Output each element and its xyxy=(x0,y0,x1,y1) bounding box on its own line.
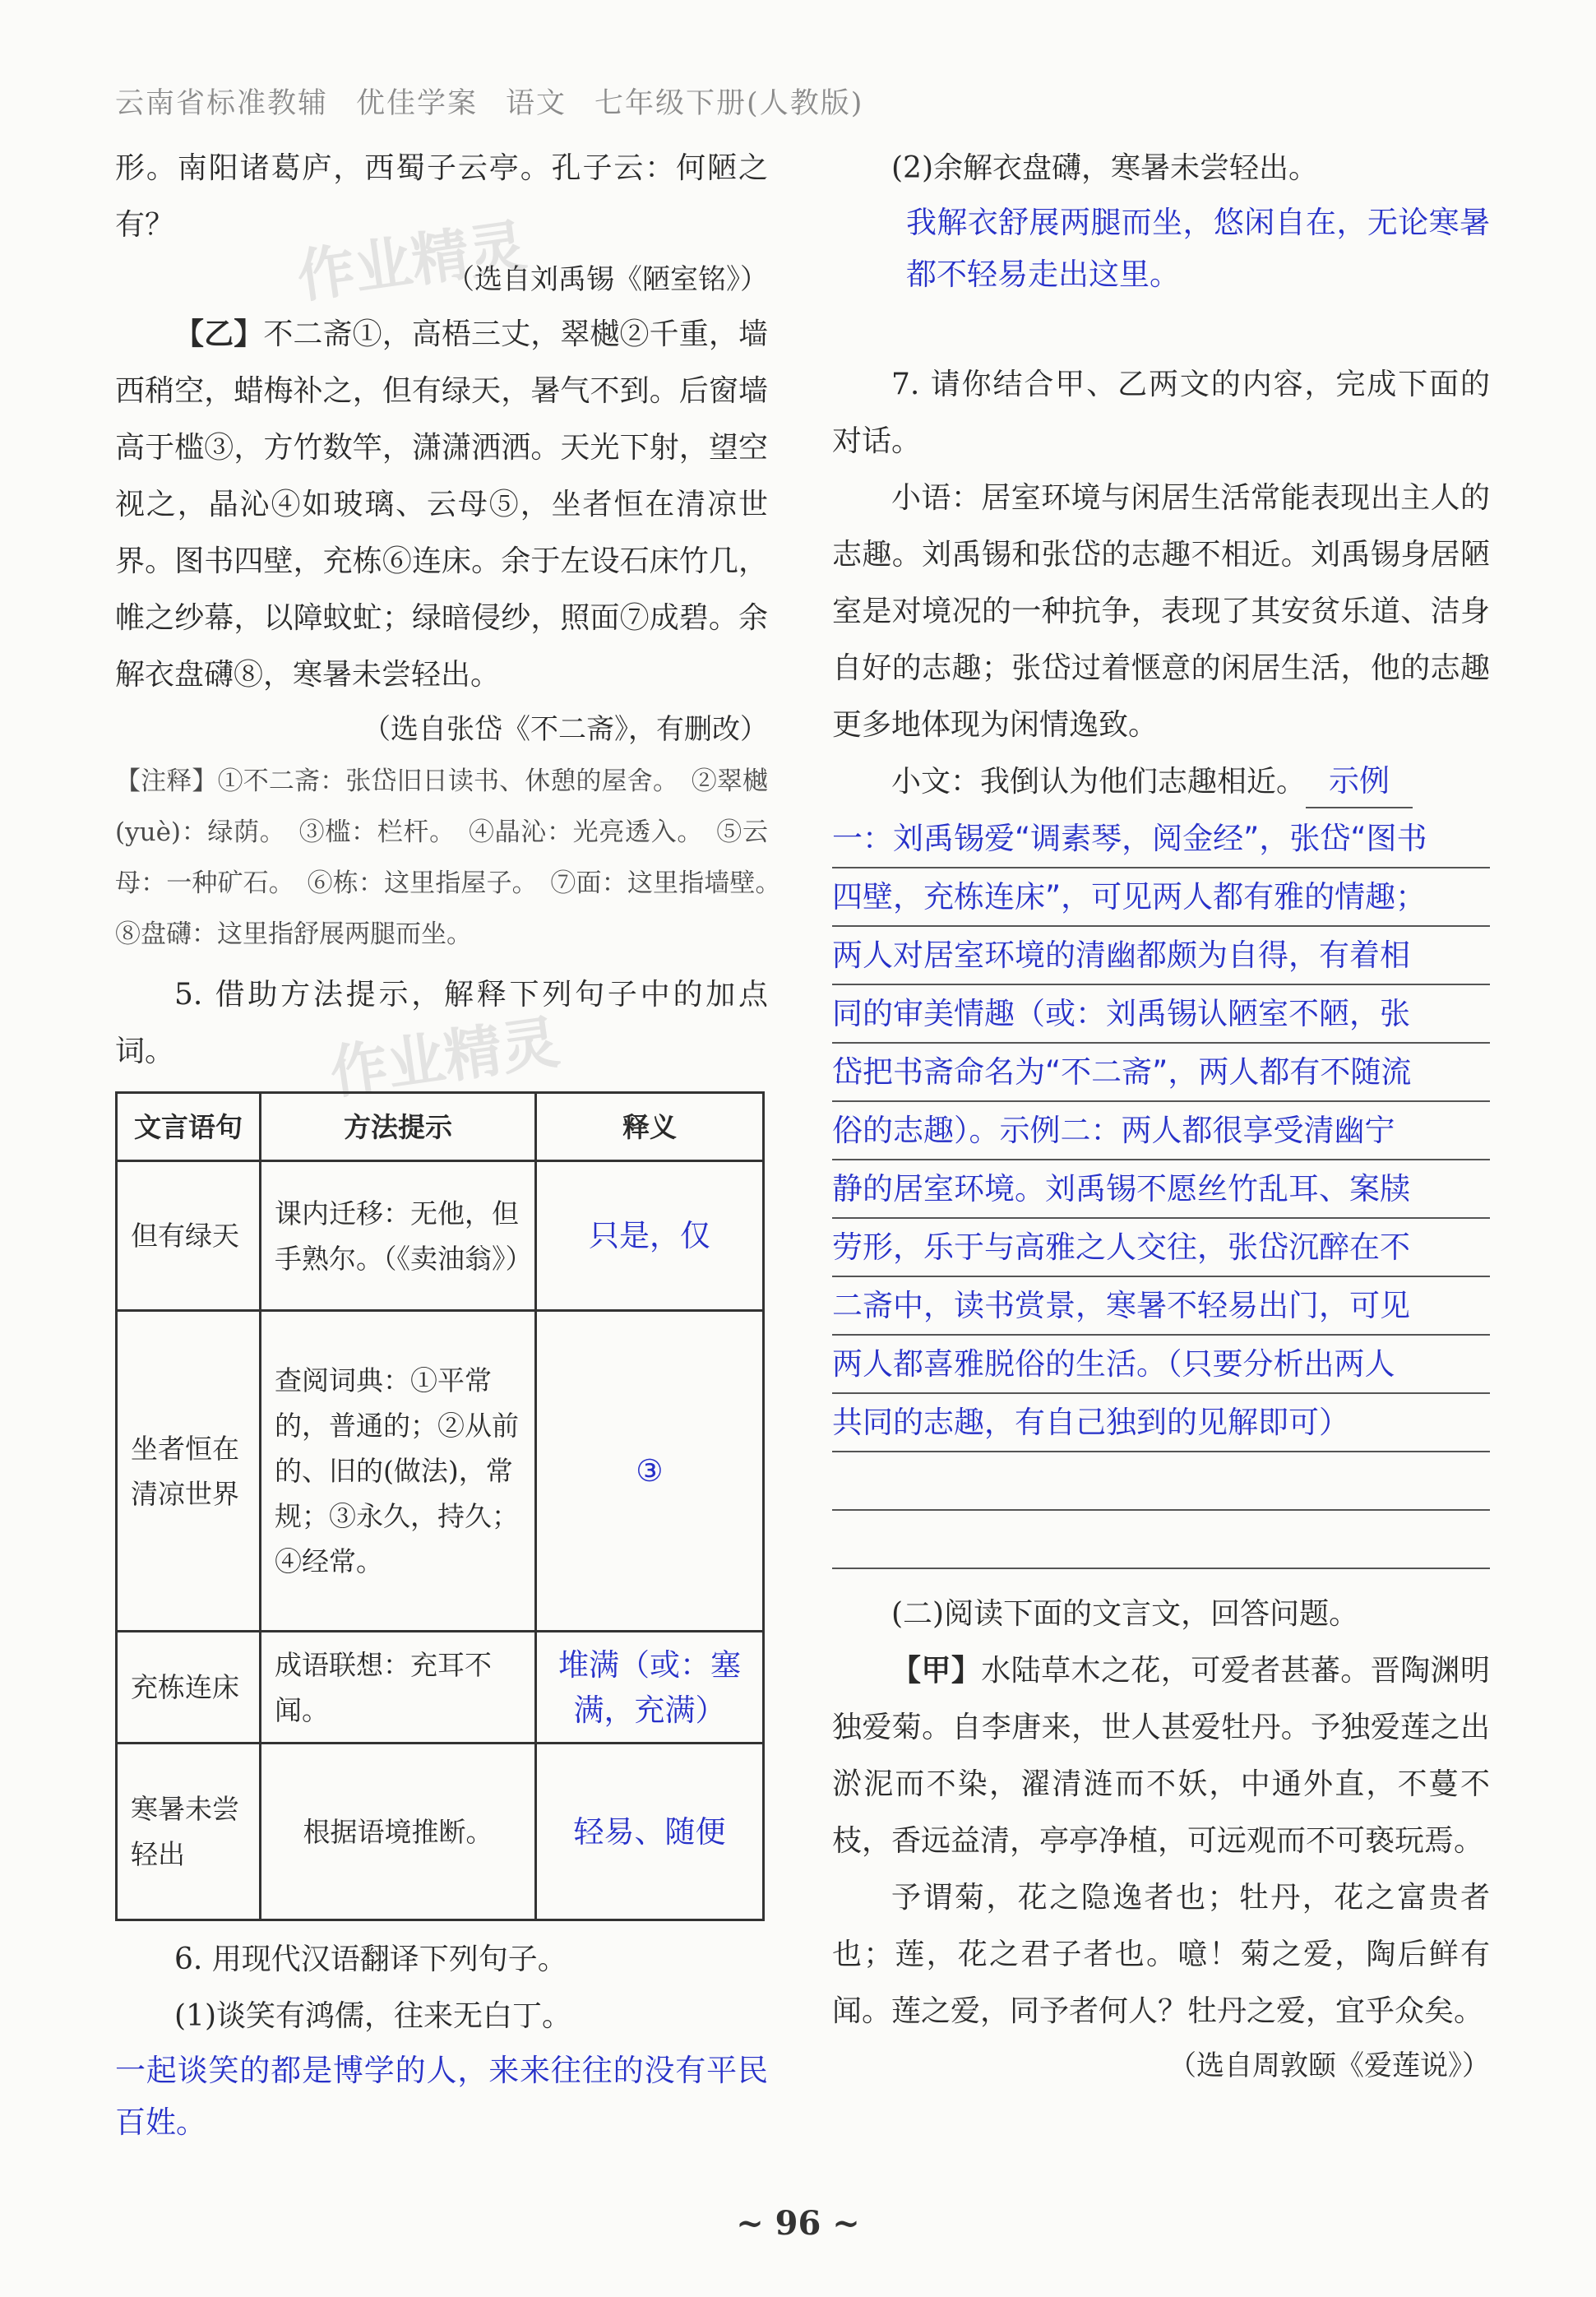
source-note: （选自刘禹锡《陋室铭》） xyxy=(446,263,768,296)
right-column xyxy=(832,140,1490,2092)
passage-text: 水陆草木之花，可爱者甚蕃。晋陶渊明独爱菊。自李唐来，世人甚爱牡丹。予独爱莲之出淤泥而不染，濯清涟而不妖，中通外直，不蔓不枝，香远益清，亭亭净植，可远观而不可亵玩焉。 xyxy=(832,1654,1490,1858)
question-5: 5. 借助方法提示，解释下列句子中的加点词。 xyxy=(115,978,768,1068)
answer-line: 劳形，乐于与高雅之人交往，张岱沉醉在不 xyxy=(832,1219,1490,1277)
table-header-row xyxy=(117,1093,764,1161)
answer-6-1: 一起谈笑的都是博学的人，来来往往的没有平民百姓。 xyxy=(115,2053,768,2140)
passage-text: 不二斋①，高梧三丈，翠樾②千重，墙西稍空，蜡梅补之，但有绿天，暑气不到。后窗墙高于槛③，方竹数竿，潇潇洒洒。天光下射，望空视之，晶沁④如玻璃、云母⑤，坐者恒在清凉世界。图书四壁，充栋⑥连床。余于左设石床竹几，帷之纱幕，以障蚊虻；绿暗侵纱，照面⑦成碧。余解衣盘礴⑧，寒暑未尝轻出。 xyxy=(115,317,768,692)
table-row xyxy=(117,1311,764,1632)
header-subject: 语文 xyxy=(506,87,567,120)
table-cell-answer: 堆满（或：塞满，充满） xyxy=(536,1632,764,1744)
table-cell-sentence: 寒暑未尝轻出 xyxy=(117,1744,261,1920)
answer-line: 岱把书斋命名为“不二斋”，两人都有不随流 xyxy=(832,1044,1490,1102)
table-header: 释义 xyxy=(536,1093,764,1161)
header-publisher: 云南省标准教辅 xyxy=(115,87,329,120)
table-cell-sentence: 坐者恒在清凉世界 xyxy=(117,1311,261,1632)
running-header xyxy=(115,81,891,122)
passage-yi xyxy=(115,306,768,703)
passage-jia xyxy=(832,1642,1490,1869)
annotations-text: ①不二斋：张岱旧日读书、休憩的屋舍。 ②翠樾(yuè)：绿荫。 ③槛：栏杆。 ④晶沁：光亮透入。 ⑤云母：一种矿石。 ⑥栋：这里指屋子。 ⑦面：这里指墙壁。 ⑧盘礴：这里指舒展两腿而坐。 xyxy=(115,766,793,949)
table-cell-answer: 只是，仅 xyxy=(536,1161,764,1311)
question-6-1: (1)谈笑有鸿儒，往来无白丁。 xyxy=(174,1999,571,2033)
answer-line: 一：刘禹锡爱“调素琴，阅金经”，张岱“图书 xyxy=(832,810,1490,868)
table-cell-hint: 课内迁移：无他，但手熟尔。（《卖油翁》） xyxy=(261,1161,536,1311)
answer-line: 示例 xyxy=(1306,755,1413,808)
passage-jia-2: 予谓菊，花之隐逸者也；牡丹，花之富贵者也；莲，花之君子者也。噫！菊之爱，陶后鲜有闻。莲之爱，同予者何人？牡丹之爱，宜乎众矣。 xyxy=(832,1881,1490,2028)
header-grade: 七年级下册(人教版) xyxy=(594,87,864,120)
vocab-table xyxy=(115,1091,765,1921)
watermark: 作业精灵 xyxy=(293,211,531,312)
table-header: 方法提示 xyxy=(261,1093,536,1161)
dialogue-xiaowen-prefix: 小文：我倒认为他们志趣相近。 xyxy=(891,765,1307,799)
table-cell-sentence: 但有绿天 xyxy=(117,1161,261,1311)
blank-answer-line xyxy=(832,1511,1490,1569)
answer-line: 俗的志趣）。示例二：两人都很享受清幽宁 xyxy=(832,1102,1490,1160)
table-cell-answer: 轻易、随便 xyxy=(536,1744,764,1920)
question-6-2: (2)余解衣盘礴，寒暑未尝轻出。 xyxy=(891,151,1318,185)
answer-line: 两人都喜雅脱俗的生活。（只要分析出两人 xyxy=(832,1336,1490,1394)
table-row xyxy=(117,1744,764,1920)
passage-label: 【甲】 xyxy=(891,1654,982,1688)
left-column xyxy=(115,140,793,2148)
watermark: 作业精灵 xyxy=(326,1007,564,1108)
table-row xyxy=(117,1632,764,1744)
table-cell-hint: 成语联想：充耳不闻。 xyxy=(261,1632,536,1744)
answer-6-2: 我解衣舒展两腿而坐，悠闲自在，无论寒暑都不轻易走出这里。 xyxy=(906,205,1490,292)
dialogue-xiaoyu: 小语：居室环境与闲居生活常能表现出主人的志趣。刘禹锡和张岱的志趣不相近。刘禹锡身居陋室是对境况的一种抗争，表现了其安贫乐道、洁身自好的志趣；张岱过着惬意的闲居生活，他的志趣更多地体现为闲情逸致。 xyxy=(832,481,1490,742)
blank-answer-line xyxy=(832,1452,1490,1511)
passage-label: 【乙】 xyxy=(174,317,264,351)
answer-line: 共同的志趣，有自己独到的见解即可） xyxy=(832,1394,1490,1452)
answer-line: 四壁，充栋连床”，可见两人都有雅的情趣； xyxy=(832,868,1490,927)
table-header: 文言语句 xyxy=(117,1093,261,1161)
answer-line: 两人对居室环境的清幽都颇为自得，有着相 xyxy=(832,927,1490,985)
source-note: （选自周敦颐《爱莲说》） xyxy=(1168,2049,1490,2082)
header-series: 优佳学案 xyxy=(356,87,479,120)
question-7: 7. 请你结合甲、乙两文的内容，完成下面的对话。 xyxy=(832,368,1490,458)
annotations xyxy=(115,756,793,960)
table-cell-sentence: 充栋连床 xyxy=(117,1632,261,1744)
table-cell-answer: ③ xyxy=(536,1311,764,1632)
answer-line: 静的居室环境。刘禹锡不愿丝竹乱耳、案牍 xyxy=(832,1160,1490,1219)
table-cell-hint: 根据语境推断。 xyxy=(261,1744,536,1920)
answer-line: 同的审美情趣（或：刘禹锡认陋室不陋，张 xyxy=(832,985,1490,1044)
passage-jia-ending: 形。南阳诸葛庐，西蜀子云亭。孔子云：何陋之有？ xyxy=(115,151,768,242)
page-number: ~ 96 ~ xyxy=(736,2204,860,2243)
dialogue-xiaowen xyxy=(832,753,1490,810)
answer-line: 二斋中，读书赏景，寒暑不轻易出门，可见 xyxy=(832,1277,1490,1336)
table-cell-hint: 查阅词典：①平常的，普通的；②从前的、旧的(做法)，常规；③永久，持久；④经常。 xyxy=(261,1311,536,1632)
annotations-label: 【注释】 xyxy=(115,766,218,796)
section-2-heading: (二)阅读下面的文言文，回答问题。 xyxy=(891,1597,1359,1631)
source-note: （选自张岱《不二斋》，有删改） xyxy=(363,713,768,746)
question-6: 6. 用现代汉语翻译下列句子。 xyxy=(174,1943,567,1976)
table-row xyxy=(117,1161,764,1311)
